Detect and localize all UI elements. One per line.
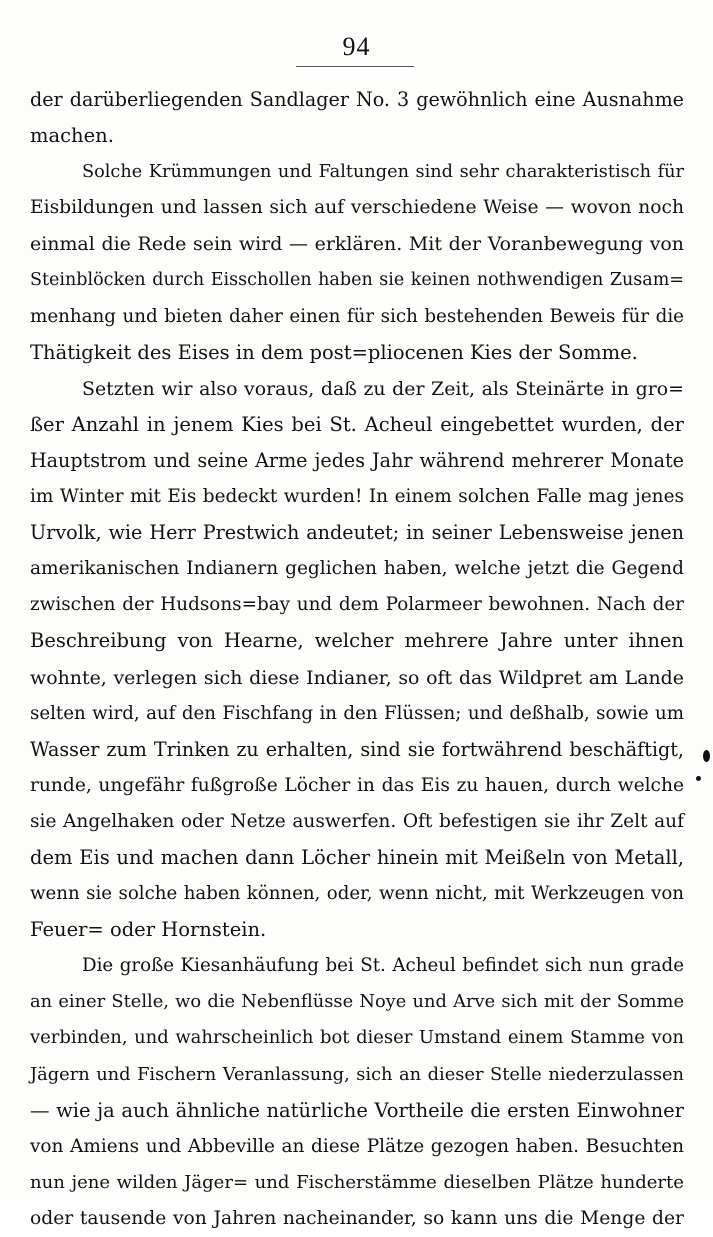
text-line: von Amiens und Abbeville an diese Plätze gezogen haben. Besuchten: [30, 1135, 684, 1157]
text-line: verbinden, und wahrscheinlich bot dieser Umstand einem Stamme von: [30, 1027, 684, 1049]
text-line: selten wird, auf den Fischfang in den Flüssen; und deßhalb, sowie um: [30, 702, 684, 724]
text-line: zwischen der Hudsons=bay und dem Polarmeer bewohnen. Nach der: [30, 594, 684, 616]
text-line: an einer Stelle, wo die Nebenflüsse Noye und Arve sich mit der Somme: [30, 991, 684, 1013]
body-text: [30, 82, 684, 1237]
text-line: einmal die Rede sein wird — erklären. Mit der Voranbewegung von: [30, 233, 684, 256]
ink-smudge-mark: [703, 750, 710, 762]
text-line: Steinblöcken durch Eisschollen haben sie keinen nothwendigen Zusam=: [30, 270, 684, 291]
text-line: — wie ja auch ähnliche natürliche Vortheile die ersten Einwohner: [30, 1098, 684, 1122]
text-line: dem Eis und machen dann Löcher hinein mit Meißeln von Metall,: [30, 845, 684, 869]
text-line: Thätigkeit des Eises in dem post=pliocenen Kies der Somme.: [30, 340, 638, 364]
text-line: im Winter mit Eis bedeckt wurden! In einem solchen Falle mag jenes: [30, 486, 684, 508]
text-line: wenn sie solche haben können, oder, wenn nicht, mit Werkzeugen von: [30, 883, 684, 905]
text-line: runde, ungefähr fußgroße Löcher in das Eis zu hauen, durch welche: [30, 774, 684, 796]
page-number: 94: [342, 32, 371, 61]
text-line: Jägern und Fischern Veranlassung, sich an dieser Stelle niederzulassen: [30, 1063, 684, 1085]
text-line: Solche Krümmungen und Faltungen sind sehr charakteristisch für: [82, 162, 684, 183]
text-line: Urvolk, wie Herr Prestwich andeutet; in seiner Lebensweise jenen: [30, 521, 684, 545]
text-line: machen.: [30, 124, 114, 148]
text-line: Hauptstrom und seine Arme jedes Jahr während mehrerer Monate: [30, 448, 684, 472]
text-line: Die große Kiesanhäufung bei St. Acheul befindet sich nun grade: [82, 955, 684, 977]
ink-smudge-mark: [696, 776, 701, 781]
text-line: der darüberliegenden Sandlager No. 3 gewöhnlich eine Ausnahme: [30, 88, 684, 111]
header-rule: [296, 66, 414, 67]
text-line: sie Angelhaken oder Netze auswerfen. Oft befestigen sie ihr Zelt auf: [30, 810, 684, 832]
text-line: nun jene wilden Jäger= und Fischerstämme dieselben Plätze hunderte: [30, 1171, 684, 1193]
text-line: Eisbildungen und lassen sich auf verschiedene Weise — wovon noch: [30, 197, 684, 219]
text-line: amerikanischen Indianern geglichen haben, welche jetzt die Gegend: [30, 558, 684, 580]
text-line: wohnte, verlegen sich diese Indianer, so oft das Wildpret am Lande: [30, 666, 684, 689]
text-line: ßer Anzahl in jenem Kies bei St. Acheul eingebettet wurden, der: [30, 412, 684, 436]
text-line: menhang und bieten daher einen für sich bestehenden Beweis für die: [30, 305, 684, 327]
text-line: Wasser zum Trinken zu erhalten, sind sie fortwährend beschäftigt,: [30, 737, 684, 761]
text-line: Feuer= oder Hornstein.: [30, 918, 267, 942]
text-line: Setzten wir also voraus, daß zu der Zeit, als Steinärte in gro=: [82, 377, 684, 400]
text-line: Beschreibung von Hearne, welcher mehrere Jahre unter ihnen: [30, 629, 684, 653]
text-line: oder tausende von Jahren nacheinander, so kann uns die Menge der: [30, 1207, 684, 1229]
